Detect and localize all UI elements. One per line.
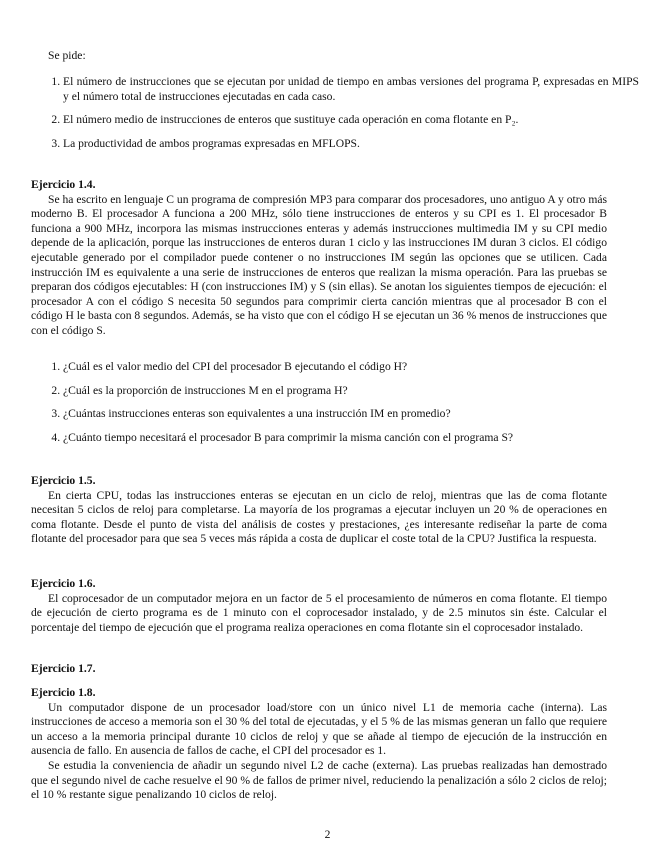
exercise-paragraph: Se estudia la conveniencia de añadir un segundo nivel L2 de cache (externa). Las pruebas realizadas han demostrado que el segundo nivel de cache resuelve el 90 % de fallos de primer nivel, reduciendo la penalización a sólo 2 ciclos de reloj; el 10 % restante sigue penalizando 10 ciclos de reloj. <box>31 758 607 802</box>
exercise-1-7 <box>31 662 607 677</box>
exercise-title: Ejercicio 1.8. <box>31 686 96 699</box>
question-list-ex14 <box>31 360 639 445</box>
exercise-body: Se ha escrito en lenguaje C un programa de compresión MP3 para comparar dos procesadores, uno antiguo A y otro más moderno B. El procesador A funciona a 200 MHz, sólo tiene instrucciones de enteros y su CPI es 1. El procesador B funciona a 900 MHz, incorpora las mismas instrucciones enteras y además instrucciones multimedia IM y su CPI medio depende de la aplicación, porque las instrucciones de enteros duran 1 ciclo y las instrucciones IM duran 3 ciclos. El código ejecutable generado por el compilador puede contener o no instrucciones IM según las opciones que se utilicen. Cada instrucción IM es equivalente a una serie de instrucciones de enteros que realizan la misma operación. Para las pruebas se preparan dos códigos ejecutables: H (con instrucciones IM) y S (sin ellas). Se anotan los siguientes tiempos de ejecución: el procesador A con el código S necesita 50 segundos para comprimir cierta canción mientras que al procesador B con el código H le basta con 8 segundos. Además, se ha visto que con el código H se ejecutan un 36 % menos de instrucciones que con el código S. <box>31 192 607 337</box>
exercise-paragraph: Un computador dispone de un procesador load/store con un único nivel L1 de memoria cache (interna). Las instrucciones de acceso a memoria son el 30 % del total de ejecutadas, y el 5 % de las mismas generan un fallo que requiere un acceso a la memoria principal durante 10 ciclos de reloj y que se añade al tiempo de ejecución de la instrucción en ausencia de fallo. En ausencia de fallos de cache, el CPI del procesador es 1. <box>31 700 607 758</box>
list-item: 1. ¿Cuál es el valor medio del CPI del procesador B ejecutando el código H? <box>63 360 639 375</box>
exercise-title: Ejercicio 1.6. <box>31 577 96 590</box>
exercise-1-4 <box>31 178 607 339</box>
exercise-1-8 <box>31 686 607 803</box>
exercise-1-6 <box>31 577 607 635</box>
intro-text: Se pide: <box>48 49 86 62</box>
page-number: 2 <box>324 828 331 841</box>
list-item: 1. El número de instrucciones que se ejecutan por unidad de tiempo en ambas versiones del programa P, expresadas en MIPS y el número total de instrucciones ejecutadas en cada caso. <box>63 75 639 104</box>
exercise-1-5 <box>31 474 607 547</box>
exercise-title: Ejercicio 1.5. <box>31 474 96 487</box>
exercise-title: Ejercicio 1.7. <box>31 662 96 675</box>
list-item: 2. ¿Cuál es la proporción de instrucciones M en el programa H? <box>63 384 639 399</box>
list-item: 3. ¿Cuántas instrucciones enteras son equivalentes a una instrucción IM en promedio? <box>63 407 639 422</box>
list-item: 3. La productividad de ambos programas expresadas en MFLOPS. <box>63 137 639 152</box>
exercise-body: El coprocesador de un computador mejora en un factor de 5 el procesamiento de números en coma flotante. El tiempo de ejecución de cierto programa es de 1 minuto con el coprocesador instalado, y de 2.5 minutos sin éste. Calcular el porcentaje del tiempo de ejecución que el programa realiza operaciones en coma flotante sin el coprocesador instalado. <box>31 591 607 634</box>
list-item: 2. El número medio de instrucciones de enteros que sustituye cada operación en coma flotante en P₂. <box>63 113 639 128</box>
exercise-title: Ejercicio 1.4. <box>31 178 96 191</box>
list-item: 4. ¿Cuánto tiempo necesitará el procesador B para comprimir la misma canción con el programa S? <box>63 431 639 446</box>
question-list-a <box>31 75 639 151</box>
exercise-body: En cierta CPU, todas las instrucciones enteras se ejecutan en un ciclo de reloj, mientras que las de coma flotante necesitan 5 ciclos de reloj para completarse. La mayoría de los programas a ejecutar incluyen un 20 % de operaciones en coma flotante. Desde el punto de vista del análisis de costes y prestaciones, ¿es interesante rediseñar la parte de coma flotante del procesador para que sea 5 veces más rápida a costa de duplicar el coste total de la CPU? Justifica la respuesta. <box>31 488 607 546</box>
